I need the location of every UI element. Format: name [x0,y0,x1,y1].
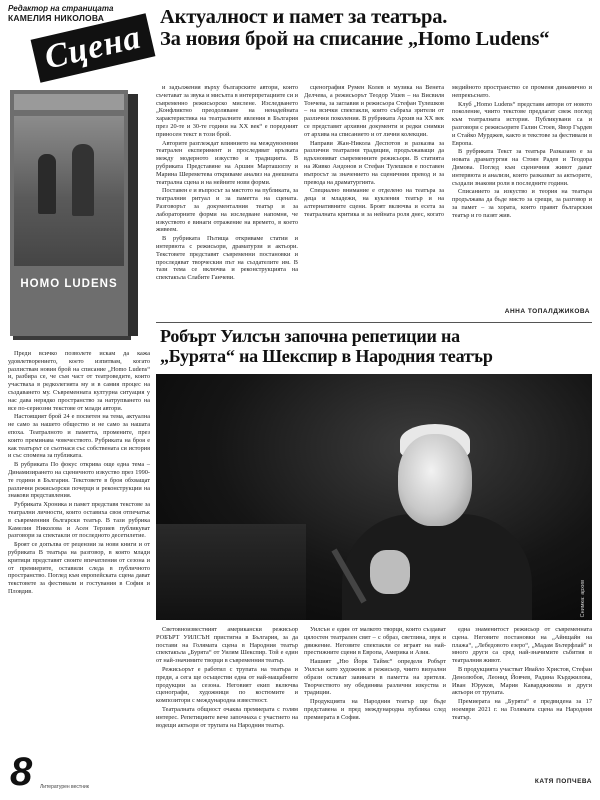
rubric-label: Сцена [41,18,145,77]
article1-paragraph: и задължения върху българските автори, които съчетават за звука и мисълта в интерпретациите си и съвременно режисьорско мислене. Изследването „Конфликтно преодоляване на ненадейната характеристика на театралните явления в България през 20-те и 30-те години на XX век“ е поредният приносен текст в този брой. [156,84,298,138]
article1-paragraph: Специално внимание е отделено на театъра за деца и младежи, на кукления театър и на алтернативните сцени. Броят включва и есета за театралната критика и за нейната роля днес, когато медийното пространство се променя динамично и непрекъснато. [304,84,592,218]
article2-paragraph: Уилсън е един от малкото творци, които създават цялостен театрален свят – с образ, светлина, звук и движение. Неговите спектакли се играят на най-престижните сцени в Европа, Америка и Азия. [304,626,446,657]
photo-figure-head [398,434,472,526]
photo-caption: Снимка: архив [580,580,586,618]
article2-paragraph: Нашият „Ню Йорк Таймс“ определя Робърт Уилсън като художник и режисьор, чиито визуални образи остават завинаги в паметта на зрителя. Творчеството му обединява различни изкуства и традиции. [304,658,446,697]
article1-signature: АННА ТОПАЛДЖИКОВА [504,308,590,315]
photo-audience-shadow [156,524,306,620]
article2-column-2 [304,626,446,784]
headline2-line-2: „Бурята“ на Шекспир в Народния театър [160,346,493,366]
photo-figure-hand [370,550,410,594]
cover-photo [14,116,124,266]
article1-paragraph: В рубриката Текст за театъра Разказано е за новата драматургия на Стоян Радев и Теодора Димова. Поглед към сценичния живот дават интервюта и анализи, които разказват за актьорите, създали знакови роли в последните години. [452,148,592,187]
article1-column-left [8,350,150,750]
article1-paragraph: Преди всичко позволете искам да кажа удовлетворението, което изпитвам, когато разлиствам новия брой на списание „Homo Ludens“ и, разбира се, че съм част от театроведите, които участваха в редколегията му и в самия процес на създаването му. Съвременната културна ситуация у нас дава нерядко пространство за натрупването на все по-сериозни текстове от млади автори. [8,350,150,412]
editor-credit [8,4,178,23]
article2-signature: КАТЯ ПОПЧЕВА [534,778,592,785]
headline2-line-1: Робърт Уилсън започна репетиции на [160,326,460,346]
cover-spine [128,94,138,336]
article2-paragraph: Продукцията на Народния театър ще бъде представена и пред международна публика след премиерата в София. [304,698,446,721]
headline-line-1: Актуалност и памет за театъра. [160,6,448,28]
cover-top-strip [14,94,124,110]
main-headline [160,6,596,50]
article2-paragraph: Режисьорът е работил с трупата на театъра и преди, а сега ще осъществи една от най-мащабните продукции за сезона. Неговият екип включва сценографи, художници по костюмите и композитори с международна известност. [156,665,298,705]
article1-column-right [304,84,592,308]
rubric-stamp [31,13,156,82]
second-headline [160,326,596,366]
cover-figure-2 [72,144,94,216]
cover-figure-1 [38,154,56,214]
robert-wilson-photo [156,374,592,620]
article1-paragraph: Броят се допълва от рецензии за нови книги и от рубриката В театъра на разговор, в която млади критици представят своите впечатления от сезона и от премиерите, оставили следа в публичното пространство. Поглед към европейската сцена дават текстовете за фестивали и гостувания в София и Пловдив. [8,541,150,595]
page-number: 8 [10,750,33,794]
article1-paragraph: Поставен е и въпросът за мястото на публиката, за театралния ритуал и за паметта на сцената. Разговорът за документалния театър и за лабораторните форми на изследване напомня, че изкуството е винаги отражение на времето, в което живеем. [156,187,298,234]
article2-paragraph: Театралната общност очаква премиерата с голям интерес. Репетициите вече започнаха с участието на водещи актьори от трупата на Народния театър. [156,705,298,729]
article1-paragraph: Рубриката Хроника и памет представя текстове за театрални личности, които оставиха своя отпечатък в съвременния български театър. В тази рубрика Камелия Николова и Асен Терзиев публикуват разговори за спектакли от последното десетилетие. [8,501,150,540]
article2-paragraph: Световноизвестният американски режисьор РОБЪРТ УИЛСЪН пристигна в България, за да постави на Голямата сцена в Народния театър спектакъла „Бурята“ от Уилям Шекспир. Той е един от най-значимите творци в съвременния театър. [156,626,298,665]
article2-column-3 [452,626,592,774]
editor-name: КАМЕЛИЯ НИКОЛОВА [8,13,105,23]
article1-paragraph: сценография Румен Колев и музика на Венета Делчева, а режисьорът Теодор Ушев – на Висвиля Тончева, за заглавия и режисьора Стефан Тулешков – на всички спектакли, които събраха зрители от различни поколения. В рубриката Архив на XX век се представят архивни документи и редки снимки от архива на списанието и от лични колекции. [304,84,444,138]
article1-paragraph: Авторите разглеждат влиянието на междувоенния театрален експеримент и проследяват връзката между модерното изкуство и традицията. В рубриката Представяне на Аршин Марташоглу и Марина Шереметева откриваме анализ на днешната театрална сцена и на нейните нови форми. [156,139,298,186]
article1-paragraph: В рубриката Пътища откриваме статии и интервюта с режисьори, драматурзи и актьори. Текстовете представят съвременни постановки и проследяват творческия път на създателите им. В тази тема се включва и реконструкцията на спектакъла Слабите Ганчеви. [156,235,298,282]
magazine-cover-image [8,84,140,346]
article2-paragraph: В продукцията участват Ивайло Христов, Стефан Денолюбов, Леонид Йовчев, Радина Кърджилова, Иван Юруков, Мария Каварджикова и други актьори от трупата. [452,665,592,697]
article1-paragraph: В рубриката По фокус открива още една тема – Динамизирането на сценичното изкуство през 1990-те години в България. Текстовете в броя обхващат различни режисьорски почерци и реконструкции на знакови представления. [8,461,150,500]
article1-paragraph: Настоящият брой 24 е посветен на тема, актуална не само за нашето общество и не само за нашата епоха. Театралното и паметта, промените, през които преминава човечеството. Рубриката на броя е как театърът се съотнася със собствената си история и със спомена за публиката. [8,413,150,460]
cover-title: HOMO LUDENS [20,278,118,290]
section-divider [156,322,592,323]
headline-line-2: За новия брой на списание „Homo Ludens“ [160,28,550,50]
article1-column-middle [156,84,298,316]
article1-paragraph: Списанието за изкуство и теория на театъра продължава да бъде място за срещи, за разговор и за памет – за хората, които правят българския театър и го пазят жив. [452,188,592,219]
article1-paragraph: Клуб „Homo Ludens“ представя автори от новото поколение, чиито текстове предлагат свеж поглед към театралната история. Публикувани са и разговори с режисьорите Галин Стоев, Явор Гърдев и Стайко Мурджев, както и текстове за фестивали в Европа. [452,100,592,147]
article2-paragraph: една знаменитост режисьор от съвременната сцена. Неговите постановки на „Айнщайн на плажа“, „Лебедовото езеро“, „Мадам Бътерфлай“ и много други са сред най-значимите събития в театралния живот. [452,626,592,665]
page-footer: Литературен вестник [40,784,89,790]
article2-paragraph: Премиерата на „Бурята“ е предвидена за 17 ноември 2021 г. на Голямата сцена на Народния театър. [452,698,592,721]
article1-paragraph: Направи Жан-Никола Деспотов и разказва за различни театрални традиции, продължаващи да вдъхновяват съвременните режисьори. В статията на Живко Андонов и Стефан Тулешков е поставен въпросът за значението на сценичния превод и за превода на драматургията. [304,139,444,186]
editor-role: Редактор на страницата [8,4,114,13]
article2-column-1 [156,626,298,784]
